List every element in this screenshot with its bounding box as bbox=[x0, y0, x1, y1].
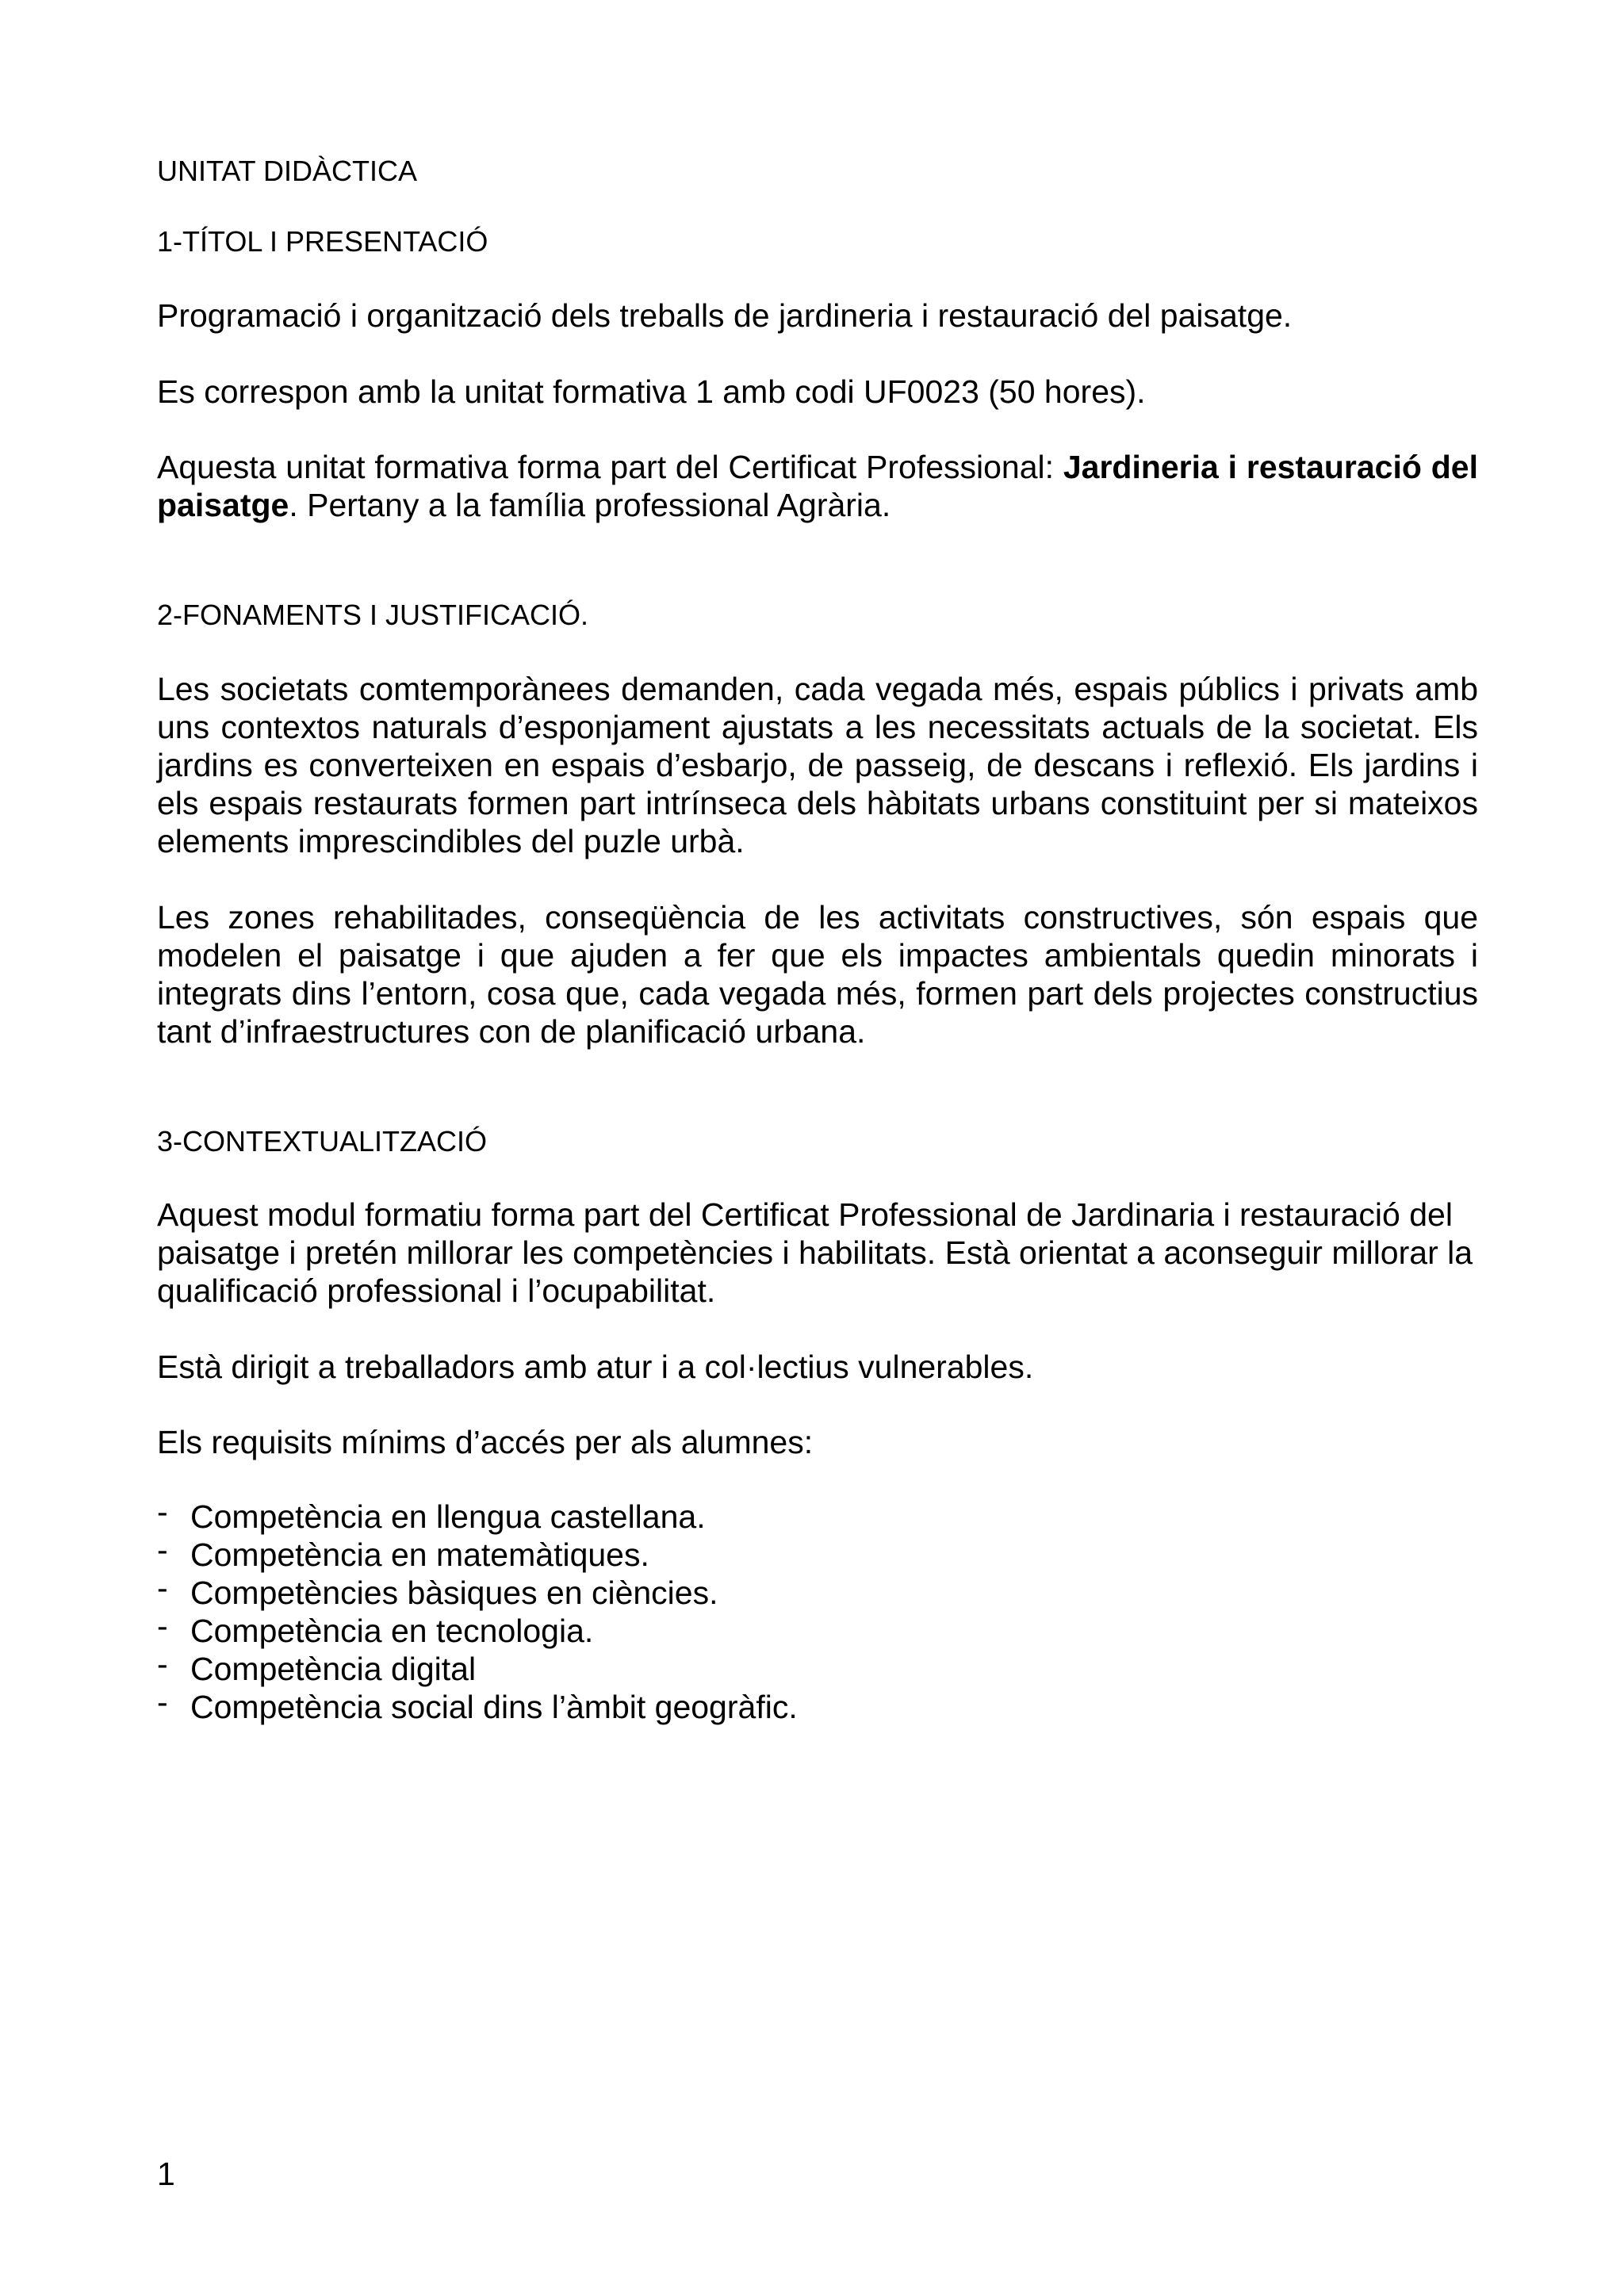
list-bullet: - bbox=[157, 1608, 168, 1644]
list-item-text: Competència en llengua castellana. bbox=[190, 1498, 706, 1535]
list-item bbox=[157, 1646, 798, 1688]
list-item bbox=[157, 1684, 798, 1726]
section-2-paragraph-1: Les societats comtemporànees demanden, cada vegada més, espais públics i privats amb uns contextos naturals d’esponjament ajustats a les necessitats actuals de la societat. Els jardins es converteixen en espais d’esbarjo, de passeig, de descans i reflexió. Els jardins i els espais restaurats formen part intrínseca dels hàbitats urbans constituint per si mateixos elements imprescindibles del puzle urbà. bbox=[157, 671, 1478, 859]
section-3-paragraph-1: Aquest modul formatiu forma part del Certificat Professional de Jardinaria i restauració del paisatge i pretén millorar les competències i habilitats. Està orientat a aconseguir millorar la qualificació professional i l’ocupabilitat. bbox=[157, 1196, 1473, 1309]
list-bullet: - bbox=[157, 1646, 168, 1682]
paragraph-text: . Pertany a la família professional Agrària. bbox=[289, 487, 891, 523]
list-item-text: Competència en matemàtiques. bbox=[190, 1536, 649, 1573]
list-item-text: Competència en tecnologia. bbox=[190, 1613, 594, 1649]
section-heading-2: 2-FONAMENTS I JUSTIFICACIÓ. bbox=[157, 599, 589, 631]
requirements-list bbox=[157, 1494, 798, 1726]
list-bullet: - bbox=[157, 1570, 168, 1606]
list-item bbox=[157, 1532, 798, 1574]
list-bullet: - bbox=[157, 1494, 168, 1530]
list-item bbox=[157, 1570, 798, 1612]
list-bullet: - bbox=[157, 1532, 168, 1568]
list-item bbox=[157, 1494, 798, 1536]
list-item-text: Competència social dins l’àmbit geogràfic. bbox=[190, 1689, 798, 1725]
certificate-name: Jardineria i restauració del paisatge bbox=[157, 449, 1478, 523]
section-3-paragraph-2: Està dirigit a treballadors amb atur i a col·lectius vulnerables. bbox=[157, 1349, 1034, 1385]
section-2-paragraph-2: Les zones rehabilitades, conseqüència de les activitats constructives, són espais que modelen el paisatge i que ajuden a fer que els impactes ambientals quedin minorats i integrats dins l’entorn, cosa que, cada vegada més, formen part dels projectes constructius tant d’infraestructures con de planificació urbana. bbox=[157, 899, 1478, 1050]
document-title: UNITAT DIDÀCTICA bbox=[157, 155, 418, 187]
section-1-paragraph-1: Programació i organització dels treballs de jardineria i restauració del paisatge. bbox=[157, 297, 1293, 334]
page-number: 1 bbox=[157, 2156, 175, 2192]
section-heading-1: 1-TÍTOL I PRESENTACIÓ bbox=[157, 225, 488, 258]
section-heading-3: 3-CONTEXTUALITZACIÓ bbox=[157, 1125, 488, 1158]
list-item-text: Competències bàsiques en ciències. bbox=[190, 1575, 718, 1611]
list-item-text: Competència digital bbox=[190, 1651, 477, 1687]
section-3-paragraph-3: Els requisits mínims d’accés per als alumnes: bbox=[157, 1424, 814, 1460]
paragraph-text: Aquesta unitat formativa forma part del Certificat Professional: bbox=[157, 449, 1063, 485]
list-bullet: - bbox=[157, 1684, 168, 1720]
section-1-paragraph-2: Es correspon amb la unitat formativa 1 amb codi UF0023 (50 hores). bbox=[157, 373, 1146, 410]
section-1-paragraph-3 bbox=[157, 448, 1478, 524]
list-item bbox=[157, 1608, 798, 1650]
